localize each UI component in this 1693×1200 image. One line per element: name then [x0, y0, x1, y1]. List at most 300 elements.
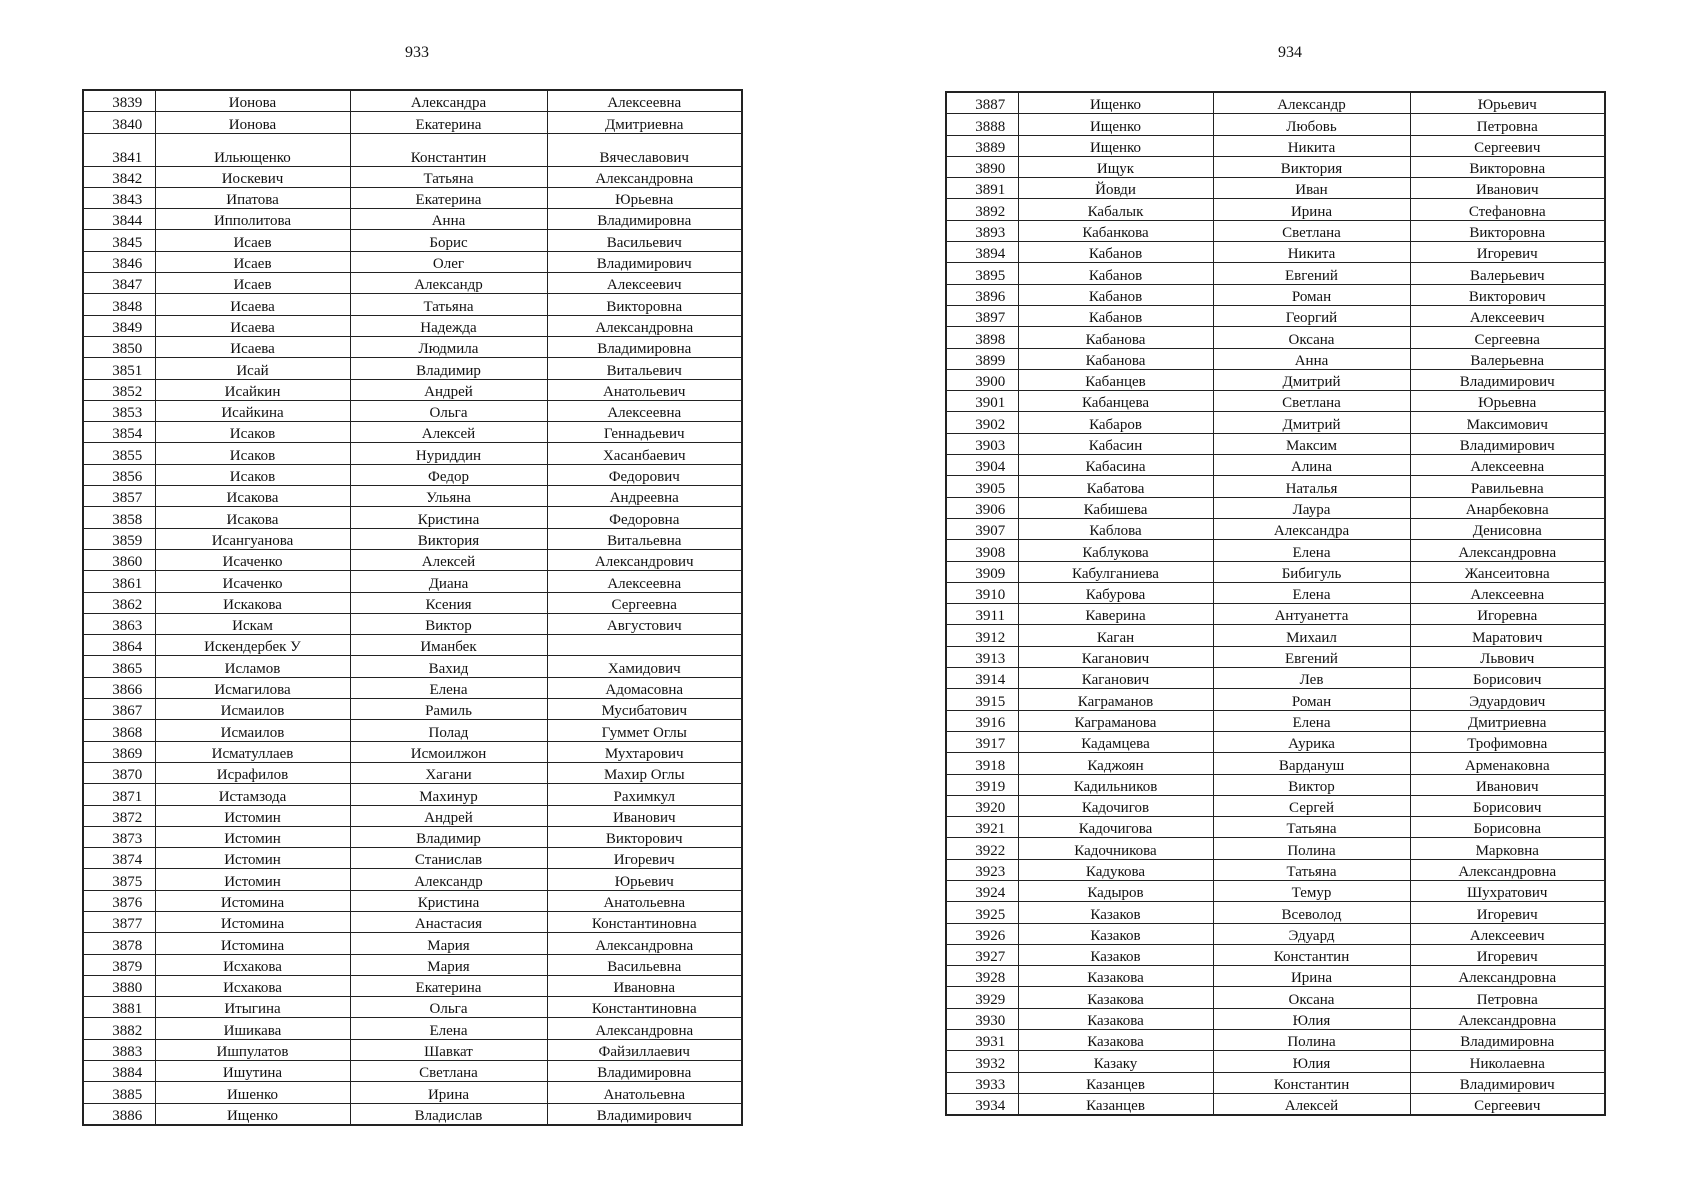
- row-number-cell: 3891: [946, 178, 1018, 199]
- surname-cell: Иоскевич: [155, 166, 350, 187]
- patronymic-cell: Викторович: [1410, 284, 1605, 305]
- page-number: 934: [1278, 44, 1302, 61]
- surname-cell: Истомин: [155, 848, 350, 869]
- row-number-cell: 3897: [946, 305, 1018, 326]
- row-number-cell: 3842: [83, 166, 155, 187]
- surname-cell: Йовди: [1018, 178, 1213, 199]
- patronymic-cell: Маратович: [1410, 625, 1605, 646]
- patronymic-cell: Хасанбаевич: [547, 443, 742, 464]
- surname-cell: Ипполитова: [155, 209, 350, 230]
- surname-cell: Исхакова: [155, 975, 350, 996]
- patronymic-cell: Юрьевич: [547, 869, 742, 890]
- first-name-cell: Антуанетта: [1213, 604, 1410, 625]
- surname-cell: Казанцев: [1018, 1093, 1213, 1115]
- first-name-cell: Роман: [1213, 284, 1410, 305]
- surname-cell: Казакова: [1018, 1008, 1213, 1029]
- row-number-cell: 3888: [946, 114, 1018, 135]
- table-row: [946, 1093, 1605, 1115]
- surname-cell: Кадыров: [1018, 880, 1213, 901]
- patronymic-cell: Адомасовна: [547, 677, 742, 698]
- patronymic-cell: Владимировна: [547, 1061, 742, 1082]
- patronymic-cell: Сергеевич: [1410, 1093, 1605, 1115]
- patronymic-cell: Юрьевич: [1410, 92, 1605, 114]
- row-number-cell: 3903: [946, 433, 1018, 454]
- surname-cell: Каджоян: [1018, 753, 1213, 774]
- row-number-cell: 3902: [946, 412, 1018, 433]
- surname-cell: Исаева: [155, 336, 350, 357]
- surname-cell: Кабанцев: [1018, 369, 1213, 390]
- row-number-cell: 3870: [83, 762, 155, 783]
- patronymic-cell: Александровна: [547, 166, 742, 187]
- table-row: [946, 582, 1605, 603]
- first-name-cell: Кристина: [350, 507, 547, 528]
- first-name-cell: Борис: [350, 230, 547, 251]
- first-name-cell: Евгений: [1213, 263, 1410, 284]
- row-number-cell: 3908: [946, 540, 1018, 561]
- first-name-cell: Иван: [1213, 178, 1410, 199]
- surname-cell: Кабаров: [1018, 412, 1213, 433]
- first-name-cell: Мария: [350, 933, 547, 954]
- patronymic-cell: Борисович: [1410, 668, 1605, 689]
- patronymic-cell: Викторович: [547, 826, 742, 847]
- patronymic-cell: Иванович: [1410, 178, 1605, 199]
- row-number-cell: 3855: [83, 443, 155, 464]
- table-row: [83, 1018, 742, 1039]
- table-row: [83, 443, 742, 464]
- patronymic-cell: Сергеевич: [1410, 135, 1605, 156]
- patronymic-cell: Трофимовна: [1410, 731, 1605, 752]
- surname-cell: Кадамцева: [1018, 731, 1213, 752]
- table-row: [83, 656, 742, 677]
- row-number-cell: 3922: [946, 838, 1018, 859]
- patronymic-cell: Махир Оглы: [547, 762, 742, 783]
- row-number-cell: 3865: [83, 656, 155, 677]
- table-row: [83, 379, 742, 400]
- patronymic-cell: Федоровна: [547, 507, 742, 528]
- table-row: [946, 753, 1605, 774]
- table-row: [946, 774, 1605, 795]
- table-row: [83, 784, 742, 805]
- first-name-cell: Александра: [350, 90, 547, 112]
- row-number-cell: 3872: [83, 805, 155, 826]
- row-number-cell: 3880: [83, 975, 155, 996]
- surname-cell: Истомина: [155, 933, 350, 954]
- table-row: [946, 795, 1605, 816]
- table-row: [946, 305, 1605, 326]
- row-number-cell: 3879: [83, 954, 155, 975]
- row-number-cell: 3859: [83, 528, 155, 549]
- table-row: [83, 911, 742, 932]
- patronymic-cell: Владимирович: [547, 251, 742, 272]
- first-name-cell: Роман: [1213, 689, 1410, 710]
- patronymic-cell: Геннадьевич: [547, 422, 742, 443]
- patronymic-cell: Алексеевна: [547, 400, 742, 421]
- row-number-cell: 3905: [946, 476, 1018, 497]
- patronymic-cell: Васильевна: [547, 954, 742, 975]
- surname-cell: Ищенко: [155, 1103, 350, 1125]
- table-row: [946, 412, 1605, 433]
- first-name-cell: Алексей: [350, 422, 547, 443]
- table-row: [83, 805, 742, 826]
- surname-cell: Кабишева: [1018, 497, 1213, 518]
- patronymic-cell: [547, 635, 742, 656]
- first-name-cell: Кристина: [350, 890, 547, 911]
- surname-cell: Истомина: [155, 911, 350, 932]
- row-number-cell: 3915: [946, 689, 1018, 710]
- surname-cell: Исматуллаев: [155, 741, 350, 762]
- table-row: [83, 699, 742, 720]
- table-row: [83, 762, 742, 783]
- patronymic-cell: Анатольевич: [547, 379, 742, 400]
- patronymic-cell: Валерьевна: [1410, 348, 1605, 369]
- table-row: [83, 848, 742, 869]
- patronymic-cell: Файзиллаевич: [547, 1039, 742, 1060]
- row-number-cell: 3860: [83, 549, 155, 570]
- surname-cell: Ильющенко: [155, 133, 350, 166]
- first-name-cell: Полина: [1213, 1030, 1410, 1051]
- first-name-cell: Владислав: [350, 1103, 547, 1125]
- patronymic-cell: Владимировна: [547, 209, 742, 230]
- row-number-cell: 3909: [946, 561, 1018, 582]
- table-row: [83, 954, 742, 975]
- surname-cell: Исаев: [155, 273, 350, 294]
- first-name-cell: Александр: [350, 273, 547, 294]
- table-row: [83, 422, 742, 443]
- first-name-cell: Исмоилжон: [350, 741, 547, 762]
- patronymic-cell: Владимирович: [1410, 433, 1605, 454]
- row-number-cell: 3847: [83, 273, 155, 294]
- surname-cell: Исхакова: [155, 954, 350, 975]
- table-row: [83, 1061, 742, 1082]
- row-number-cell: 3921: [946, 817, 1018, 838]
- table-row: [83, 741, 742, 762]
- table-row: [946, 135, 1605, 156]
- surname-cell: Исаев: [155, 230, 350, 251]
- first-name-cell: Светлана: [1213, 391, 1410, 412]
- surname-cell: Казаков: [1018, 923, 1213, 944]
- first-name-cell: Константин: [1213, 1072, 1410, 1093]
- row-number-cell: 3913: [946, 646, 1018, 667]
- table-row: [83, 826, 742, 847]
- patronymic-cell: Анатольевна: [547, 890, 742, 911]
- surname-cell: Ищенко: [1018, 114, 1213, 135]
- surname-cell: Каграманова: [1018, 710, 1213, 731]
- patronymic-cell: Константиновна: [547, 911, 742, 932]
- names-table: [945, 91, 1606, 1116]
- first-name-cell: Ольга: [350, 400, 547, 421]
- patronymic-cell: Петровна: [1410, 987, 1605, 1008]
- first-name-cell: Татьяна: [350, 166, 547, 187]
- first-name-cell: Лаура: [1213, 497, 1410, 518]
- surname-cell: Каган: [1018, 625, 1213, 646]
- surname-cell: Исаев: [155, 251, 350, 272]
- first-name-cell: Максим: [1213, 433, 1410, 454]
- surname-cell: Исангуанова: [155, 528, 350, 549]
- surname-cell: Исайкин: [155, 379, 350, 400]
- first-name-cell: Георгий: [1213, 305, 1410, 326]
- patronymic-cell: Валерьевич: [1410, 263, 1605, 284]
- patronymic-cell: Алексеевна: [547, 90, 742, 112]
- patronymic-cell: Сергеевна: [547, 592, 742, 613]
- row-number-cell: 3884: [83, 1061, 155, 1082]
- surname-cell: Кабанцева: [1018, 391, 1213, 412]
- row-number-cell: 3876: [83, 890, 155, 911]
- table-row: [83, 592, 742, 613]
- left-page: [0, 0, 846, 1200]
- patronymic-cell: Викторовна: [1410, 156, 1605, 177]
- first-name-cell: Вардануш: [1213, 753, 1410, 774]
- row-number-cell: 3852: [83, 379, 155, 400]
- table-row: [946, 731, 1605, 752]
- surname-cell: Кабанов: [1018, 263, 1213, 284]
- surname-cell: Кабанова: [1018, 348, 1213, 369]
- patronymic-cell: Рахимкул: [547, 784, 742, 805]
- first-name-cell: Никита: [1213, 135, 1410, 156]
- first-name-cell: Елена: [350, 1018, 547, 1039]
- table-row: [946, 859, 1605, 880]
- table-row: [946, 114, 1605, 135]
- surname-cell: Истомин: [155, 805, 350, 826]
- table-row: [83, 1082, 742, 1103]
- surname-cell: Истамзода: [155, 784, 350, 805]
- row-number-cell: 3885: [83, 1082, 155, 1103]
- patronymic-cell: Алексеевич: [547, 273, 742, 294]
- patronymic-cell: Борисович: [1410, 795, 1605, 816]
- patronymic-cell: Алексеевна: [1410, 455, 1605, 476]
- first-name-cell: Александр: [350, 869, 547, 890]
- table-row: [946, 369, 1605, 390]
- first-name-cell: Диана: [350, 571, 547, 592]
- row-number-cell: 3861: [83, 571, 155, 592]
- patronymic-cell: Владимирович: [547, 1103, 742, 1125]
- first-name-cell: Оксана: [1213, 987, 1410, 1008]
- surname-cell: Каблукова: [1018, 540, 1213, 561]
- row-number-cell: 3934: [946, 1093, 1018, 1115]
- table-row: [946, 455, 1605, 476]
- table-row: [946, 156, 1605, 177]
- table-row: [83, 1103, 742, 1125]
- first-name-cell: Оксана: [1213, 327, 1410, 348]
- patronymic-cell: Александровна: [547, 933, 742, 954]
- surname-cell: Кабанкова: [1018, 220, 1213, 241]
- patronymic-cell: Августович: [547, 613, 742, 634]
- first-name-cell: Хагани: [350, 762, 547, 783]
- surname-cell: Ищенко: [1018, 135, 1213, 156]
- surname-cell: Кабасин: [1018, 433, 1213, 454]
- row-number-cell: 3911: [946, 604, 1018, 625]
- surname-cell: Ищенко: [1018, 92, 1213, 114]
- row-number-cell: 3900: [946, 369, 1018, 390]
- first-name-cell: Полад: [350, 720, 547, 741]
- table-row: [946, 923, 1605, 944]
- table-row: [83, 400, 742, 421]
- first-name-cell: Екатерина: [350, 975, 547, 996]
- surname-cell: Истомин: [155, 869, 350, 890]
- surname-cell: Исламов: [155, 656, 350, 677]
- table-row: [946, 518, 1605, 539]
- table-row: [946, 987, 1605, 1008]
- table-row: [946, 710, 1605, 731]
- row-number-cell: 3910: [946, 582, 1018, 603]
- first-name-cell: Андрей: [350, 805, 547, 826]
- row-number-cell: 3864: [83, 635, 155, 656]
- first-name-cell: Шавкат: [350, 1039, 547, 1060]
- table-row: [83, 358, 742, 379]
- surname-cell: Ишикава: [155, 1018, 350, 1039]
- row-number-cell: 3844: [83, 209, 155, 230]
- first-name-cell: Людмила: [350, 336, 547, 357]
- row-number-cell: 3843: [83, 187, 155, 208]
- row-number-cell: 3920: [946, 795, 1018, 816]
- first-name-cell: Анна: [350, 209, 547, 230]
- first-name-cell: Нуриддин: [350, 443, 547, 464]
- row-number-cell: 3926: [946, 923, 1018, 944]
- table-row: [946, 92, 1605, 114]
- table-row: [946, 1072, 1605, 1093]
- first-name-cell: Ирина: [1213, 966, 1410, 987]
- patronymic-cell: Александрович: [547, 549, 742, 570]
- first-name-cell: Владимир: [350, 358, 547, 379]
- table-row: [83, 613, 742, 634]
- surname-cell: Казакова: [1018, 987, 1213, 1008]
- patronymic-cell: Денисовна: [1410, 518, 1605, 539]
- row-number-cell: 3857: [83, 486, 155, 507]
- first-name-cell: Алексей: [350, 549, 547, 570]
- surname-cell: Исаков: [155, 422, 350, 443]
- surname-cell: Каблова: [1018, 518, 1213, 539]
- first-name-cell: Иманбек: [350, 635, 547, 656]
- table-row: [946, 1008, 1605, 1029]
- surname-cell: Каганович: [1018, 668, 1213, 689]
- table-row: [946, 1030, 1605, 1051]
- row-number-cell: 3866: [83, 677, 155, 698]
- patronymic-cell: Марковна: [1410, 838, 1605, 859]
- surname-cell: Кадильников: [1018, 774, 1213, 795]
- patronymic-cell: Мусибатович: [547, 699, 742, 720]
- table-row: [946, 284, 1605, 305]
- table-row: [946, 178, 1605, 199]
- table-row: [946, 668, 1605, 689]
- surname-cell: Кадочигова: [1018, 817, 1213, 838]
- row-number-cell: 3896: [946, 284, 1018, 305]
- table-row: [946, 391, 1605, 412]
- table-row: [83, 571, 742, 592]
- table-row: [83, 997, 742, 1018]
- surname-cell: Кабанов: [1018, 242, 1213, 263]
- patronymic-cell: Константиновна: [547, 997, 742, 1018]
- table-row: [946, 902, 1605, 923]
- table-row: [83, 90, 742, 112]
- first-name-cell: Екатерина: [350, 187, 547, 208]
- surname-cell: Исмагилова: [155, 677, 350, 698]
- patronymic-cell: Гуммет Оглы: [547, 720, 742, 741]
- row-number-cell: 3933: [946, 1072, 1018, 1093]
- surname-cell: Истомина: [155, 890, 350, 911]
- patronymic-cell: Федорович: [547, 464, 742, 485]
- first-name-cell: Полина: [1213, 838, 1410, 859]
- table-row: [83, 677, 742, 698]
- row-number-cell: 3894: [946, 242, 1018, 263]
- surname-cell: Кадочигов: [1018, 795, 1213, 816]
- first-name-cell: Ксения: [350, 592, 547, 613]
- row-number-cell: 3898: [946, 327, 1018, 348]
- surname-cell: Ишенко: [155, 1082, 350, 1103]
- first-name-cell: Всеволод: [1213, 902, 1410, 923]
- table-row: [946, 838, 1605, 859]
- first-name-cell: Светлана: [350, 1061, 547, 1082]
- table-row: [83, 230, 742, 251]
- row-number-cell: 3899: [946, 348, 1018, 369]
- patronymic-cell: Алексеевич: [1410, 923, 1605, 944]
- surname-cell: Кабанова: [1018, 327, 1213, 348]
- first-name-cell: Рамиль: [350, 699, 547, 720]
- patronymic-cell: Витальевна: [547, 528, 742, 549]
- first-name-cell: Елена: [350, 677, 547, 698]
- surname-cell: Кабурова: [1018, 582, 1213, 603]
- table-row: [946, 476, 1605, 497]
- patronymic-cell: Петровна: [1410, 114, 1605, 135]
- table-row: [83, 251, 742, 272]
- patronymic-cell: Александровна: [547, 315, 742, 336]
- patronymic-cell: Алексеевна: [1410, 582, 1605, 603]
- table-row: [946, 220, 1605, 241]
- table-row: [946, 199, 1605, 220]
- surname-cell: Кадукова: [1018, 859, 1213, 880]
- patronymic-cell: Иванович: [547, 805, 742, 826]
- table-row: [83, 464, 742, 485]
- table-row: [83, 187, 742, 208]
- patronymic-cell: Хамидович: [547, 656, 742, 677]
- row-number-cell: 3923: [946, 859, 1018, 880]
- table-row: [946, 327, 1605, 348]
- row-number-cell: 3904: [946, 455, 1018, 476]
- row-number-cell: 3918: [946, 753, 1018, 774]
- surname-cell: Исай: [155, 358, 350, 379]
- table-row: [946, 817, 1605, 838]
- first-name-cell: Елена: [1213, 710, 1410, 731]
- surname-cell: Каганович: [1018, 646, 1213, 667]
- row-number-cell: 3878: [83, 933, 155, 954]
- patronymic-cell: Александровна: [547, 1018, 742, 1039]
- first-name-cell: Вахид: [350, 656, 547, 677]
- table-row: [946, 646, 1605, 667]
- row-number-cell: 3863: [83, 613, 155, 634]
- patronymic-cell: Борисовна: [1410, 817, 1605, 838]
- first-name-cell: Юлия: [1213, 1051, 1410, 1072]
- surname-cell: Исаева: [155, 315, 350, 336]
- first-name-cell: Евгений: [1213, 646, 1410, 667]
- first-name-cell: Татьяна: [1213, 817, 1410, 838]
- first-name-cell: Лев: [1213, 668, 1410, 689]
- surname-cell: Кабатова: [1018, 476, 1213, 497]
- table-row: [946, 348, 1605, 369]
- patronymic-cell: Владимирович: [1410, 1072, 1605, 1093]
- first-name-cell: Ульяна: [350, 486, 547, 507]
- row-number-cell: 3881: [83, 997, 155, 1018]
- row-number-cell: 3901: [946, 391, 1018, 412]
- surname-cell: Кабасина: [1018, 455, 1213, 476]
- patronymic-cell: Вячеславович: [547, 133, 742, 166]
- row-number-cell: 3869: [83, 741, 155, 762]
- first-name-cell: Дмитрий: [1213, 412, 1410, 433]
- row-number-cell: 3893: [946, 220, 1018, 241]
- row-number-cell: 3928: [946, 966, 1018, 987]
- table-row: [946, 433, 1605, 454]
- row-number-cell: 3858: [83, 507, 155, 528]
- patronymic-cell: Дмитриевна: [547, 112, 742, 133]
- table-row: [83, 273, 742, 294]
- surname-cell: Исаков: [155, 443, 350, 464]
